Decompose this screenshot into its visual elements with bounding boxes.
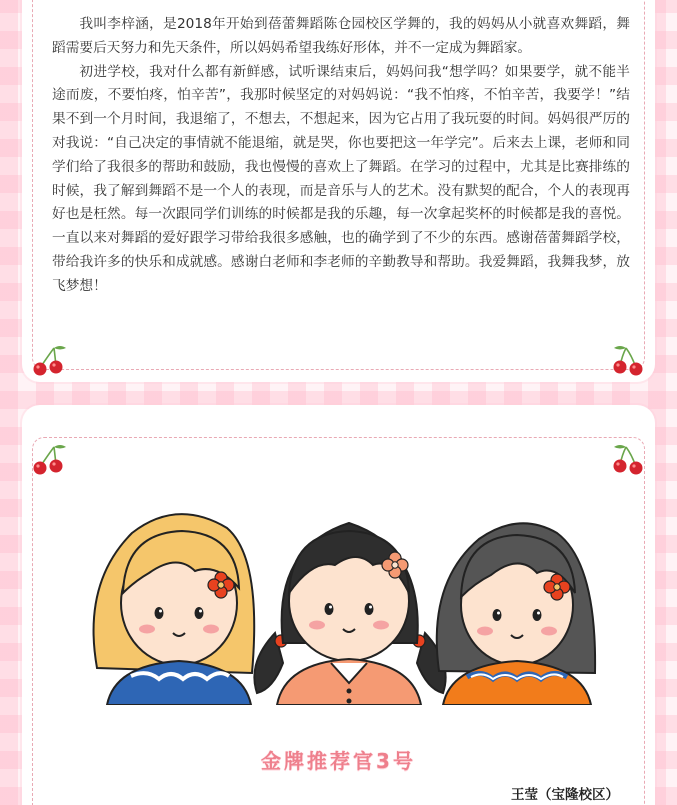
girl-left (94, 514, 255, 705)
cherry-icon (30, 342, 72, 378)
author-name: 王莹（宝隆校区） (511, 787, 619, 803)
cherry-icon (606, 342, 648, 378)
cherry-icon (606, 441, 648, 477)
recommendation-card (22, 405, 655, 805)
girl-right (437, 523, 595, 705)
girl-middle (254, 523, 445, 705)
story-card (22, 0, 655, 382)
award-title: 金牌推荐官3号 (261, 749, 416, 773)
story-paragraph-1: 我叫李梓涵，是2018年开始到蓓蕾舞蹈陈仓园校区学舞的，我的妈妈从小就喜欢舞蹈，舞蹈需要后天努力和先天条件，所以妈妈希望我练好形体，并不一定成为舞蹈家。 (52, 16, 630, 56)
story-text (52, 13, 630, 328)
three-girls-illustration (87, 493, 607, 705)
cherry-icon (30, 441, 72, 477)
story-paragraph-2: 初进学校，我对什么都有新鲜感，试听课结束后，妈妈问我“想学吗？如果要学，就不能半途而废，不要怕疼，怕辛苦”，我那时候坚定的对妈妈说：“我不怕疼，不怕辛苦，我要学！”结果不到一个月时间，我退缩了，不想去，不想起来，因为它占用了我玩耍的时间。妈妈很严厉的对我说：“自己决定的事情就不能退缩，就是哭，你也要把这一年学完”。后来去上课，老师和同学们给了我很多的帮助和鼓励，我也慢慢的喜欢上了舞蹈。在学习的过程中，尤其是比赛排练的时候，我了解到舞蹈不是一个人的表现，而是音乐与人的艺术。没有默契的配合，个人的表现再好也是枉然。每一次跟同学们训练的时候都是我的乐趣，每一次拿起奖杯的时候都是我的喜悦。一直以来对舞蹈的爱好跟学习带给我很多感触，也的确学到了不少的东西。感谢蓓蕾舞蹈学校，带给我许多的快乐和成就感。感谢白老师和李老师的辛勤教导和帮助。我爱舞蹈，我舞我梦，放飞梦想！ (52, 63, 630, 294)
